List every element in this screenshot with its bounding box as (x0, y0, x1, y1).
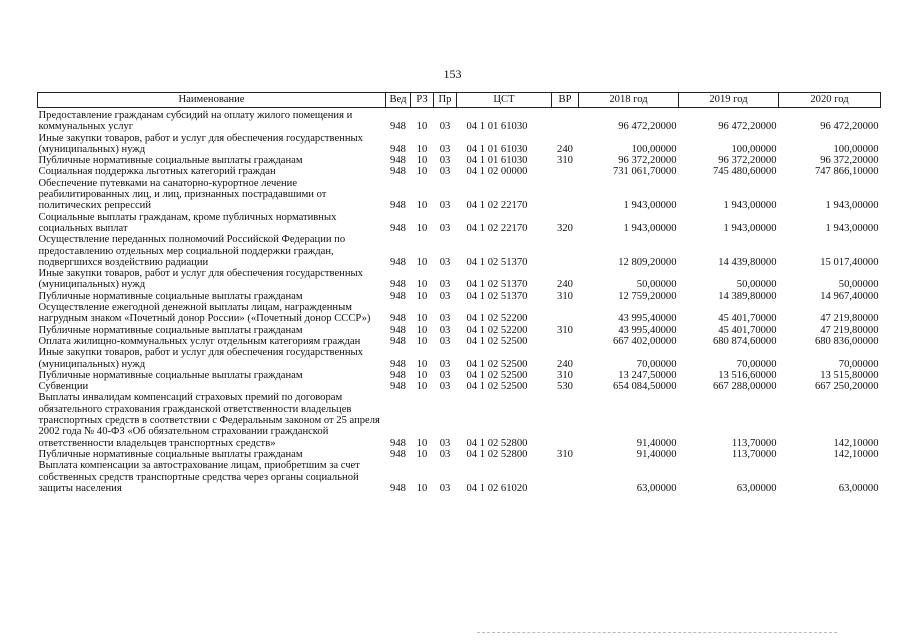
row-2020: 1 943,00000 (825, 222, 879, 234)
row-2018: 1 943,00000 (623, 222, 677, 234)
row-vr (552, 166, 579, 177)
row-name: Иные закупки товаров, работ и услуг для обеспечения государственных (муниципальных) нужд (38, 347, 363, 370)
row-rz: 10 (416, 256, 428, 268)
row-2020: 142,10000 (833, 437, 879, 449)
row-ved: 948 (390, 200, 406, 212)
row-vr (552, 234, 579, 268)
table-row (38, 392, 881, 448)
row-pr: 03 (439, 313, 451, 325)
row-2020: 96 472,20000 (820, 121, 879, 133)
row-2019: 45 401,70000 (718, 324, 777, 336)
row-cst: 04 1 02 52500 (466, 369, 528, 381)
header-2019: 2019 год (679, 93, 779, 108)
header-cst: ЦСТ (457, 93, 552, 108)
row-2020: 14 967,40000 (820, 290, 879, 302)
row-pr: 03 (439, 381, 451, 393)
row-2018: 12 759,20000 (618, 290, 677, 302)
row-ved: 948 (390, 166, 406, 178)
table-row (38, 178, 881, 212)
table-row (38, 336, 881, 347)
row-2018: 13 247,50000 (618, 369, 677, 381)
row-vr (552, 460, 579, 494)
table-row (38, 108, 881, 133)
row-cst: 04 1 02 51370 (466, 256, 528, 268)
row-2018: 70,00000 (636, 358, 677, 370)
table-row (38, 325, 881, 336)
row-vr (552, 392, 579, 448)
row-rz: 10 (416, 166, 428, 178)
row-2018: 43 995,40000 (618, 324, 677, 336)
row-rz: 10 (416, 200, 428, 212)
row-name: Осуществление ежегодной денежной выплаты лицам, награжденным нагрудным знаком «Почетный донор России» («Почетный донор СССР») (38, 302, 371, 325)
scan-artifact (477, 632, 837, 635)
row-2020: 15 017,40000 (820, 256, 879, 268)
row-cst: 04 1 02 52500 (466, 358, 528, 370)
row-2020: 70,00000 (838, 358, 879, 370)
row-pr: 03 (439, 121, 451, 133)
row-pr: 03 (439, 369, 451, 381)
row-2020: 13 515,80000 (820, 369, 879, 381)
header-rz: РЗ (411, 93, 434, 108)
row-2020: 96 372,20000 (820, 155, 879, 167)
row-pr: 03 (439, 166, 451, 178)
row-2018: 100,00000 (631, 143, 677, 155)
row-ved: 948 (390, 482, 406, 494)
row-name: Публичные нормативные социальные выплаты гражданам (38, 448, 303, 460)
row-rz: 10 (416, 121, 428, 133)
row-ved: 948 (390, 256, 406, 268)
table-row (38, 268, 881, 291)
row-vr (552, 336, 579, 347)
row-2019: 63,00000 (736, 482, 777, 494)
row-pr: 03 (439, 437, 451, 449)
row-ved: 948 (390, 437, 406, 449)
row-vr: 310 (557, 448, 573, 460)
row-name: Выплаты инвалидам компенсаций страховых премий по договорам обязательного страхования гражданской ответственности владельцев транспортных средств в соответствии с Федеральным законом от 25 апреля 2002 года № 40-ФЗ «Об обязательном страховании гражданской ответственности владельцев транспортных средств» (38, 392, 380, 449)
row-rz: 10 (416, 143, 428, 155)
row-2019: 680 874,60000 (712, 335, 777, 347)
row-2019: 96 372,20000 (718, 155, 777, 167)
row-2018: 96 472,20000 (618, 121, 677, 133)
row-2020: 142,10000 (833, 448, 879, 460)
row-cst: 04 1 02 22170 (466, 222, 528, 234)
table-row (38, 133, 881, 156)
row-vr (552, 108, 579, 133)
row-2019: 100,00000 (731, 143, 777, 155)
row-2018: 12 809,20000 (618, 256, 677, 268)
header-pr: Пр (434, 93, 457, 108)
table-row (38, 302, 881, 325)
row-name: Публичные нормативные социальные выплаты гражданам (38, 324, 303, 336)
row-vr: 310 (557, 155, 573, 167)
row-2020: 50,00000 (838, 279, 879, 291)
row-rz: 10 (416, 381, 428, 393)
row-cst: 04 1 02 52200 (466, 313, 528, 325)
row-ved: 948 (390, 324, 406, 336)
row-rz: 10 (416, 369, 428, 381)
row-vr: 310 (557, 290, 573, 302)
budget-table (37, 92, 881, 494)
table-row (38, 381, 881, 392)
row-ved: 948 (390, 448, 406, 460)
row-2020: 100,00000 (833, 143, 879, 155)
table-row (38, 347, 881, 370)
row-2020: 680 836,00000 (814, 335, 879, 347)
row-2019: 13 516,60000 (718, 369, 777, 381)
row-pr: 03 (439, 200, 451, 212)
table-row (38, 449, 881, 460)
header-vr: ВР (552, 93, 579, 108)
row-2020: 63,00000 (838, 482, 879, 494)
row-2018: 667 402,00000 (612, 335, 677, 347)
row-ved: 948 (390, 335, 406, 347)
row-2018: 43 995,40000 (618, 313, 677, 325)
row-rz: 10 (416, 482, 428, 494)
row-name: Иные закупки товаров, работ и услуг для обеспечения государственных (муниципальных) нужд (38, 268, 363, 291)
row-rz: 10 (416, 290, 428, 302)
table-row (38, 234, 881, 268)
header-name: Наименование (38, 93, 386, 108)
row-2019: 50,00000 (736, 279, 777, 291)
row-2019: 14 439,80000 (718, 256, 777, 268)
row-pr: 03 (439, 448, 451, 460)
row-2019: 113,70000 (731, 437, 777, 449)
row-ved: 948 (390, 222, 406, 234)
row-2020: 747 866,10000 (814, 166, 879, 178)
header-2018: 2018 год (579, 93, 679, 108)
row-name: Субвенции (38, 381, 89, 393)
row-rz: 10 (416, 222, 428, 234)
table-row (38, 370, 881, 381)
row-2018: 63,00000 (636, 482, 677, 494)
row-ved: 948 (390, 155, 406, 167)
table-row (38, 212, 881, 235)
row-2019: 14 389,80000 (718, 290, 777, 302)
row-pr: 03 (439, 256, 451, 268)
row-name: Социальные выплаты гражданам, кроме публичных нормативных социальных выплат (38, 211, 337, 234)
row-2020: 47 219,80000 (820, 313, 879, 325)
table-row (38, 155, 881, 166)
row-cst: 04 1 02 00000 (466, 166, 528, 178)
row-2018: 731 061,70000 (612, 166, 677, 178)
row-pr: 03 (439, 290, 451, 302)
row-ved: 948 (390, 358, 406, 370)
row-vr: 240 (557, 358, 573, 370)
row-cst: 04 1 02 52200 (466, 324, 528, 336)
row-cst: 04 1 02 52500 (466, 335, 528, 347)
row-cst: 04 1 02 51370 (466, 279, 528, 291)
table-row (38, 166, 881, 177)
row-vr: 240 (557, 143, 573, 155)
row-pr: 03 (439, 155, 451, 167)
row-name: Осуществление переданных полномочий Российской Федерации по предоставлению отдельных мер социальной поддержки граждан, подвергшихся воздействию радиации (38, 234, 346, 268)
row-2019: 1 943,00000 (723, 200, 777, 212)
header-2020: 2020 год (779, 93, 881, 108)
row-vr: 310 (557, 369, 573, 381)
row-2019: 745 480,60000 (712, 166, 777, 178)
row-2020: 47 219,80000 (820, 324, 879, 336)
row-2018: 654 084,50000 (612, 381, 677, 393)
row-name: Публичные нормативные социальные выплаты гражданам (38, 369, 303, 381)
page-number: 153 (443, 67, 462, 81)
row-ved: 948 (390, 143, 406, 155)
row-vr (552, 302, 579, 325)
table-body (38, 108, 881, 495)
row-pr: 03 (439, 222, 451, 234)
row-vr: 310 (557, 324, 573, 336)
row-cst: 04 1 01 61030 (466, 155, 528, 167)
row-vr: 530 (557, 381, 573, 393)
row-cst: 04 1 02 52800 (466, 437, 528, 449)
row-ved: 948 (390, 369, 406, 381)
row-2019: 113,70000 (731, 448, 777, 460)
row-cst: 04 1 02 61020 (466, 482, 528, 494)
row-rz: 10 (416, 324, 428, 336)
row-cst: 04 1 01 61030 (466, 121, 528, 133)
row-pr: 03 (439, 279, 451, 291)
row-2020: 667 250,20000 (814, 381, 879, 393)
row-2018: 50,00000 (636, 279, 677, 291)
row-2019: 45 401,70000 (718, 313, 777, 325)
row-2020: 1 943,00000 (825, 200, 879, 212)
row-rz: 10 (416, 279, 428, 291)
row-2019: 96 472,20000 (718, 121, 777, 133)
header-ved: Вед (386, 93, 411, 108)
row-ved: 948 (390, 381, 406, 393)
row-2018: 91,40000 (636, 437, 677, 449)
row-2018: 96 372,20000 (618, 155, 677, 167)
row-ved: 948 (390, 290, 406, 302)
row-name: Выплата компенсации за автострахование лицам, приобретшим за счет собственных средств транспортные средства через органы социальной защиты населения (38, 460, 360, 494)
table-row (38, 460, 881, 494)
row-name: Иные закупки товаров, работ и услуг для обеспечения государственных (муниципальных) нужд (38, 132, 363, 155)
row-rz: 10 (416, 358, 428, 370)
row-ved: 948 (390, 313, 406, 325)
table-header-row (38, 93, 881, 108)
row-2019: 1 943,00000 (723, 222, 777, 234)
row-cst: 04 1 02 51370 (466, 290, 528, 302)
row-pr: 03 (439, 335, 451, 347)
table-row (38, 291, 881, 302)
row-rz: 10 (416, 335, 428, 347)
row-name: Социальная поддержка льготных категорий граждан (38, 166, 276, 178)
row-name: Публичные нормативные социальные выплаты гражданам (38, 290, 303, 302)
row-2019: 70,00000 (736, 358, 777, 370)
row-name: Оплата жилищно-коммунальных услуг отдельным категориям граждан (38, 335, 361, 347)
row-2018: 91,40000 (636, 448, 677, 460)
row-cst: 04 1 01 61030 (466, 143, 528, 155)
row-rz: 10 (416, 313, 428, 325)
row-name: Обеспечение путевками на санаторно-курортное лечение реабилитированных лиц, и лиц, признанных пострадавшими от политических репрессий (38, 177, 327, 212)
row-pr: 03 (439, 324, 451, 336)
row-2019: 667 288,00000 (712, 381, 777, 393)
row-cst: 04 1 02 22170 (466, 200, 528, 212)
row-rz: 10 (416, 155, 428, 167)
row-pr: 03 (439, 482, 451, 494)
row-rz: 10 (416, 448, 428, 460)
row-vr: 320 (557, 222, 573, 234)
row-name: Публичные нормативные социальные выплаты гражданам (38, 155, 303, 167)
row-2018: 1 943,00000 (623, 200, 677, 212)
row-vr (552, 178, 579, 212)
row-ved: 948 (390, 121, 406, 133)
row-vr: 240 (557, 279, 573, 291)
row-pr: 03 (439, 358, 451, 370)
row-rz: 10 (416, 437, 428, 449)
row-cst: 04 1 02 52500 (466, 381, 528, 393)
row-name: Предоставление гражданам субсидий на оплату жилого помещения и коммунальных услуг (38, 110, 353, 133)
row-ved: 948 (390, 279, 406, 291)
row-pr: 03 (439, 143, 451, 155)
row-cst: 04 1 02 52800 (466, 448, 528, 460)
